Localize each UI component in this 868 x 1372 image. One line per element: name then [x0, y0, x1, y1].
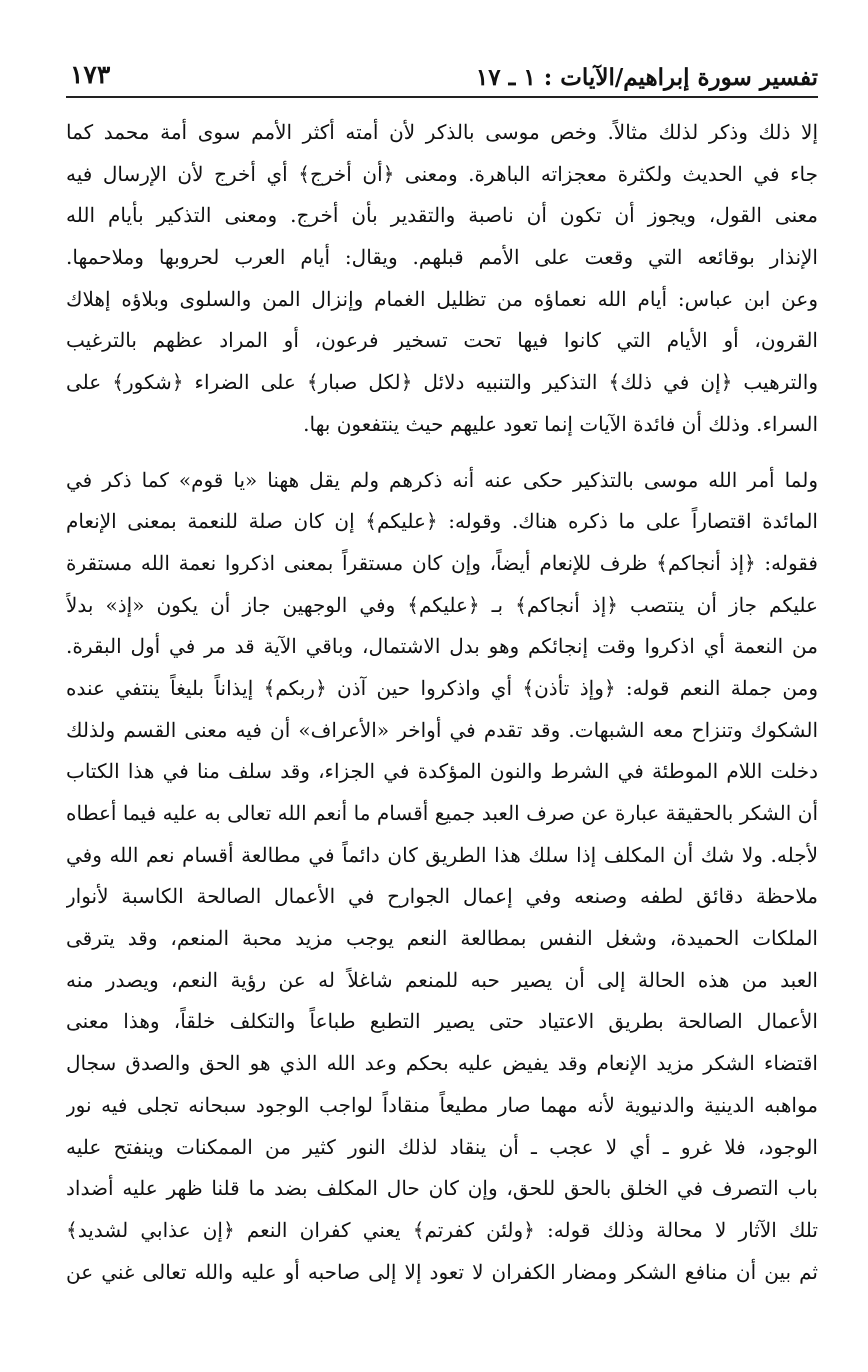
text-line: دخلت اللام الموطئة في الشرط والنون المؤكدة في الجزاء، وقد سلف منا في هذا الكتاب	[66, 759, 818, 784]
body-text	[66, 112, 818, 1293]
text-line: السراء. وذلك أن فائدة الآيات إنما تعود عليهم حيث ينتفعون بها.	[303, 411, 818, 436]
text-line: العبد من هذه الحالة إلى أن يصير حبه للمنعم شاغلاً له عن رؤية النعم، ويصدر منه	[66, 967, 818, 992]
text-line: ملاحظة دقائق لطفه وصنعه وفي إعمال الجوارح في الأعمال الصالحة الكاسبة لأنوار	[66, 884, 818, 909]
text-line: باب التصرف في الخلق بالحق للحق، وإن كان حال المكلف بضد ما قلنا ظهر عليه أضداد	[66, 1176, 818, 1201]
text-line: لأجله. ولا شك أن المكلف إذا سلك هذا الطريق كان دائماً في مطالعة أقسام نعم الله وفي	[66, 842, 818, 867]
text-line: المائدة اقتصاراً على ما ذكره هناك. وقوله: ﴿عليكم﴾ إن كان صلة للنعمة بمعنى الإنعام	[66, 509, 818, 534]
text-line: الشكوك وتنزاح معه الشبهات. وقد تقدم في أواخر «الأعراف» أن فيه معنى القسم ولذلك	[66, 717, 818, 742]
text-line: ومن جملة النعم قوله: ﴿وإذ تأذن﴾ أي واذكروا حين آذن ﴿ربكم﴾ إيذاناً بليغاً ينتفي عنده	[66, 675, 818, 700]
text-line: إلا ذلك وذكر لذلك مثالاً. وخص موسى بالذكر لأن أمته أكثر الأمم سوى أمة محمد كما	[66, 120, 818, 144]
text-line: وعن ابن عباس: أيام الله نعماؤه من تظليل الغمام وإنزال المن والسلوى وبلاؤه إهلاك	[66, 286, 818, 311]
header-rule	[66, 96, 818, 98]
text-line: مواهبه الدينية والدنيوية لأنه مهما صار مطيعاً منقاداً لواجب الوجود سبحانه تجلى فيه نور	[66, 1092, 818, 1117]
text-line: ثم بين أن منافع الشكر ومضار الكفران لا تعود إلا إلى صاحبه أو عليه والله تعالى غني عن	[66, 1259, 818, 1284]
running-title: تفسير سورة إبراهيم/الآيات : ١ ـ ١٧	[475, 64, 818, 91]
text-line: الأعمال الصالحة بطريق الاعتياد حتى يصير التطبع طباعاً والتكلف خلقاً، وهذا معنى	[66, 1009, 818, 1034]
text-line: معنى القول، ويجوز أن تكون أن ناصبة والتقدير بأن أخرج. ومعنى التذكير بأيام الله	[66, 203, 818, 228]
page-header	[66, 58, 818, 98]
text-line: من النعمة أي اذكروا وقت إنجائكم وهو بدل الاشتمال، وباقي الآية قد مر في أول البقرة.	[66, 634, 818, 659]
text-line: الوجود، فلا غرو ـ أي لا عجب ـ أن ينقاد لذلك النور كثير من الممكنات وينفتح عليه	[66, 1134, 818, 1159]
text-line: اقتضاء الشكر مزيد الإنعام وقد يفيض عليه بحكم وعد الله الذي هو الحق والصدق سجال	[66, 1051, 818, 1076]
text-line: القرون، أو الأيام التي كانوا فيها تحت تسخير فرعون، أو المراد عظهم بالترغيب	[66, 328, 818, 353]
text-line: الملكات الحميدة، وشغل النفس بمطالعة النعم يوجب مزيد محبة المنعم، وقد يترقى	[66, 926, 818, 951]
text-line: تلك الآثار لا محالة وذلك قوله: ﴿ولئن كفرتم﴾ يعني كفران النعم ﴿إن عذابي لشديد﴾	[66, 1217, 818, 1242]
text-line: ولما أمر الله موسى بالتذكير حكى عنه أنه ذكرهم ولم يقل ههنا «يا قوم» كما ذكر في	[66, 467, 818, 492]
text-line: والترهيب ﴿إن في ذلك﴾ التذكير والتنبيه دلائل ﴿لكل صبار﴾ على الضراء ﴿شكور﴾ على	[66, 370, 818, 395]
paragraph-gap	[66, 446, 818, 460]
text-line: فقوله: ﴿إذ أنجاكم﴾ ظرف للإنعام أيضاً، وإن كان مستقراً بمعنى اذكروا نعمة الله مستقرة	[66, 550, 818, 575]
text-line: أن الشكر بالحقيقة عبارة عن صرف العبد جميع أقسام ما أنعم الله تعالى به عليه فيما أعطاه	[66, 801, 818, 825]
text-line: عليكم جاز أن ينتصب ﴿إذ أنجاكم﴾ بـ ﴿عليكم﴾ وفي الوجهين جاز أن يكون «إذ» بدلاً	[66, 592, 818, 617]
text-line: الإنذار بوقائعه التي وقعت على الأمم قبلهم. ويقال: أيام العرب لحروبها وملاحمها.	[66, 245, 818, 270]
text-line: جاء في الحديث ولكثرة معجزاته الباهرة. ومعنى ﴿أن أخرج﴾ أي أخرج لأن الإرسال فيه	[66, 161, 818, 186]
paragraph	[66, 460, 818, 1294]
paragraph	[66, 112, 818, 446]
page-number: ١٧٣	[70, 60, 111, 89]
